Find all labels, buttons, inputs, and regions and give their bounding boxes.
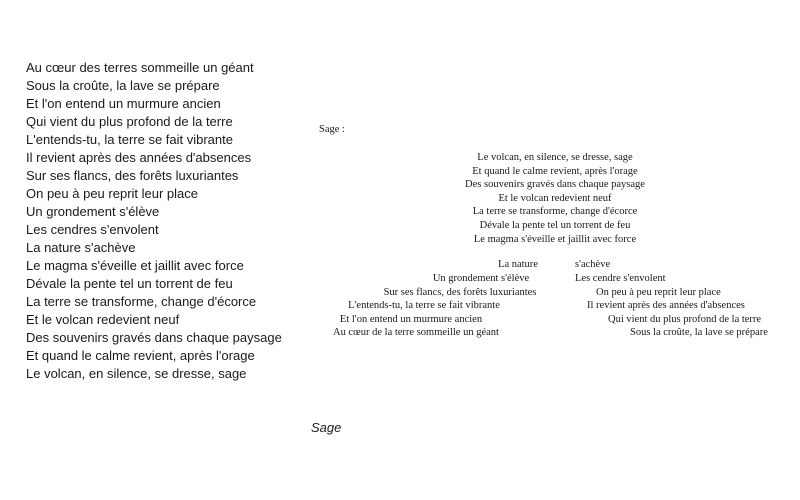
- centered-line: Le magma s'éveille et jaillit avec force: [473, 233, 637, 245]
- split-line-right: Qui vient du plus profond de la terre: [608, 314, 762, 325]
- poem-line: La terre se transforme, change d'écorce: [26, 294, 257, 309]
- left-poem: [26, 59, 282, 383]
- split-line-left: La nature: [498, 259, 538, 270]
- poem-line: Au cœur des terres sommeille un géant: [26, 60, 254, 75]
- split-line-left: Un grondement s'élève: [432, 273, 530, 284]
- split-line-left: L'entends-tu, la terre se fait vibrante: [348, 300, 500, 311]
- centered-poem-block: [430, 151, 680, 246]
- poem-line: Les cendres s'envolent: [26, 222, 159, 237]
- split-line-left: Sur ses flancs, des forêts luxuriantes: [383, 287, 537, 298]
- centered-line: Et le volcan redevient neuf: [498, 192, 612, 204]
- centered-line: La terre se transforme, change d'écorce: [472, 206, 638, 218]
- sage-header: Sage :: [319, 124, 345, 135]
- split-line-left: Au cœur de la terre sommeille un géant: [333, 327, 499, 338]
- poem-line: Et l'on entend un murmure ancien: [26, 96, 221, 111]
- poem-line: Le magma s'éveille et jaillit avec force: [26, 258, 244, 273]
- poem-line: Le volcan, en silence, se dresse, sage: [26, 366, 247, 381]
- centered-line: Des souvenirs gravés dans chaque paysage: [465, 179, 645, 191]
- poem-line: Un grondement s'élève: [26, 204, 160, 219]
- split-line-right: On peu à peu reprit leur place: [596, 287, 721, 298]
- centered-line: Dévale la pente tel un torrent de feu: [479, 219, 631, 231]
- poem-line: La nature s'achève: [26, 240, 136, 255]
- poem-line: On peu à peu reprit leur place: [26, 186, 198, 201]
- poem-line: Des souvenirs gravés dans chaque paysage: [26, 330, 282, 345]
- caption: Sage: [311, 420, 342, 435]
- centered-line: Et quand le calme revient, après l'orage: [472, 165, 638, 177]
- poem-line: Il revient après des années d'absences: [26, 150, 252, 165]
- poem-line: Sous la croûte, la lave se prépare: [26, 78, 220, 93]
- poem-line: Et le volcan redevient neuf: [26, 312, 180, 327]
- split-line-right: s'achève: [575, 259, 611, 270]
- poem-line: Qui vient du plus profond de la terre: [26, 114, 233, 129]
- centered-line: Le volcan, en silence, se dresse, sage: [477, 152, 633, 163]
- split-line-right: Les cendre s'envolent: [575, 273, 666, 284]
- poem-line: Et quand le calme revient, après l'orage: [26, 348, 255, 363]
- poem-line: L'entends-tu, la terre se fait vibrante: [26, 132, 233, 147]
- split-line-right: Il revient après des années d'absences: [587, 300, 745, 311]
- split-line-right: Sous la croûte, la lave se prépare: [630, 327, 768, 338]
- split-line-left: Et l'on entend un murmure ancien: [339, 314, 483, 325]
- poem-line: Dévale la pente tel un torrent de feu: [26, 276, 233, 291]
- poem-line: Sur ses flancs, des forêts luxuriantes: [26, 168, 239, 183]
